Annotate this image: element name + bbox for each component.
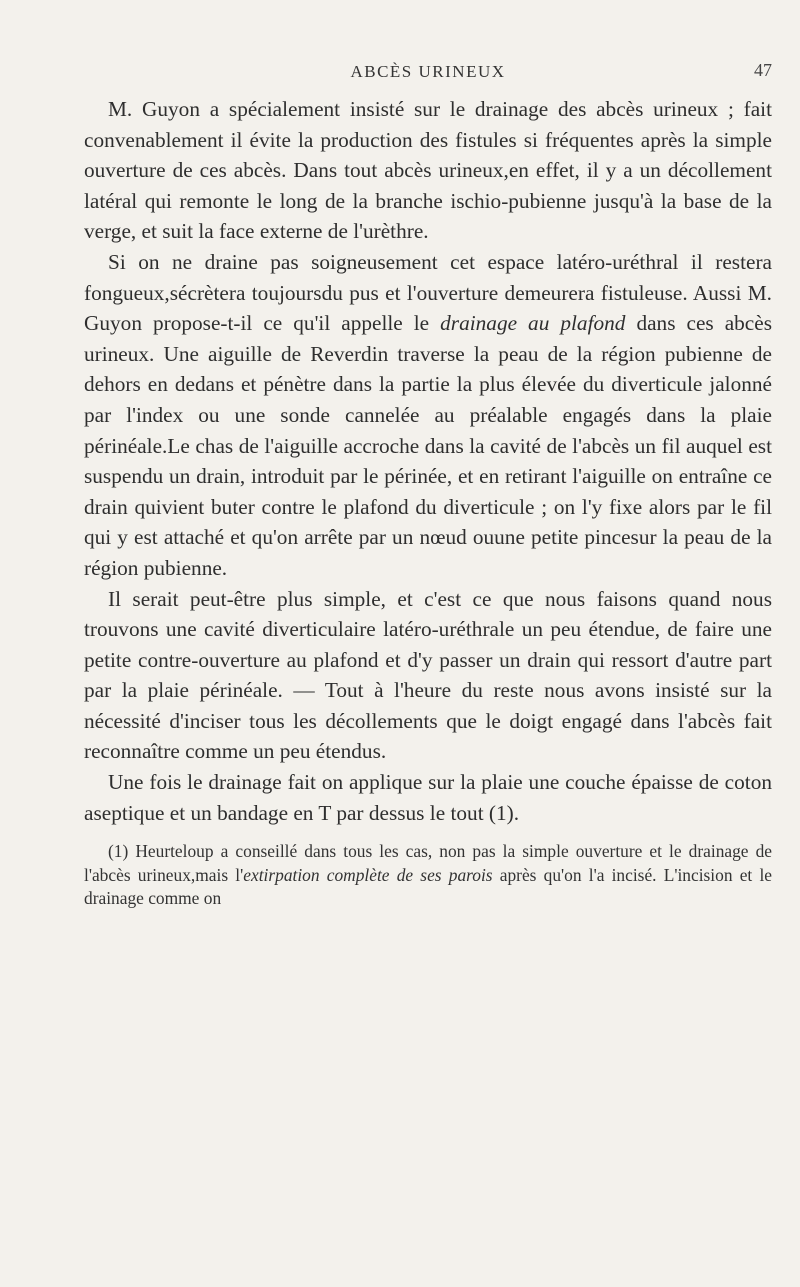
running-title: ABCÈS URINEUX (350, 62, 506, 81)
paragraph-4: Une fois le drainage fait on applique sur la plaie une couche épaisse de coton aseptique et un bandage en T par dessus le tout (1). (84, 770, 772, 825)
footnote-text-a: (1) Heurteloup a conseillé dans tous les cas, non pas la simple ouverture et le drainage de l'abcès urineux,mais l' (84, 841, 772, 885)
footnote-1 (84, 840, 772, 911)
paragraph-2-text-b: dans ces abcès urineux. Une aiguille de Reverdin traverse la peau de la région pubienne de dehors en dedans et pénètre dans la partie la plus élevée du diverticule jalonné par l'index ou une sonde cannelée au préalable engagés dans la plaie périnéale.Le chas de l'aiguille accroche dans la cavité de l'abcès un fil auquel est suspendu un drain, introduit par le périnée, et en retirant l'aiguille on entraîne ce drain quivient buter contre le plafond du diverticule ; on l'y fixe alors par le fil qui y est attaché et qu'on arrête par un nœud ouune petite pincesur la peau de la région pubienne. (84, 311, 772, 580)
footnote-italic: extirpation complète de ses parois (243, 864, 493, 885)
paragraph-1: M. Guyon a spécialement insisté sur le drainage des abcès urineux ; fait convenablement il évite la production des fistules si fréquentes après la simple ouverture de ces abcès. Dans tout abcès urineux,en effet, il y a un décollement latéral qui remonte le long de la branche ischio-pubienne jusqu'à la base de la verge, et suit la face externe de l'urèthre. (84, 97, 772, 244)
paragraph-3: Il serait peut-être plus simple, et c'est ce que nous faisons quand nous trouvons une cavité diverticulaire latéro-uréthrale un peu étendue, de faire une petite contre-ouverture au plafond et d'y passer un drain qui ressort d'autre part par la plaie périnéale. — Tout à l'heure du reste nous avons insisté sur la nécessité d'inciser tous les décollements que le doigt engagé dans l'abcès fait reconnaître comme un peu étendus. (84, 586, 772, 764)
paragraph-2 (84, 247, 772, 584)
paragraph-2-italic-term: drainage au plafond (440, 311, 626, 336)
page-header (84, 58, 772, 94)
footnote-text-b: après qu'on l'a incisé. L'incision et le drainage comme on (84, 864, 773, 909)
paragraph-2-text-a: Si on ne draine pas soigneusement cet espace latéro-uréthral il restera fongueux,sécrètera toujoursdu pus et l'ouverture demeurera fistuleuse. Aussi M. Guyon propose-t-il ce qu'il appelle le (84, 249, 772, 336)
page-number: 47 (754, 60, 772, 80)
book-page (84, 58, 772, 911)
